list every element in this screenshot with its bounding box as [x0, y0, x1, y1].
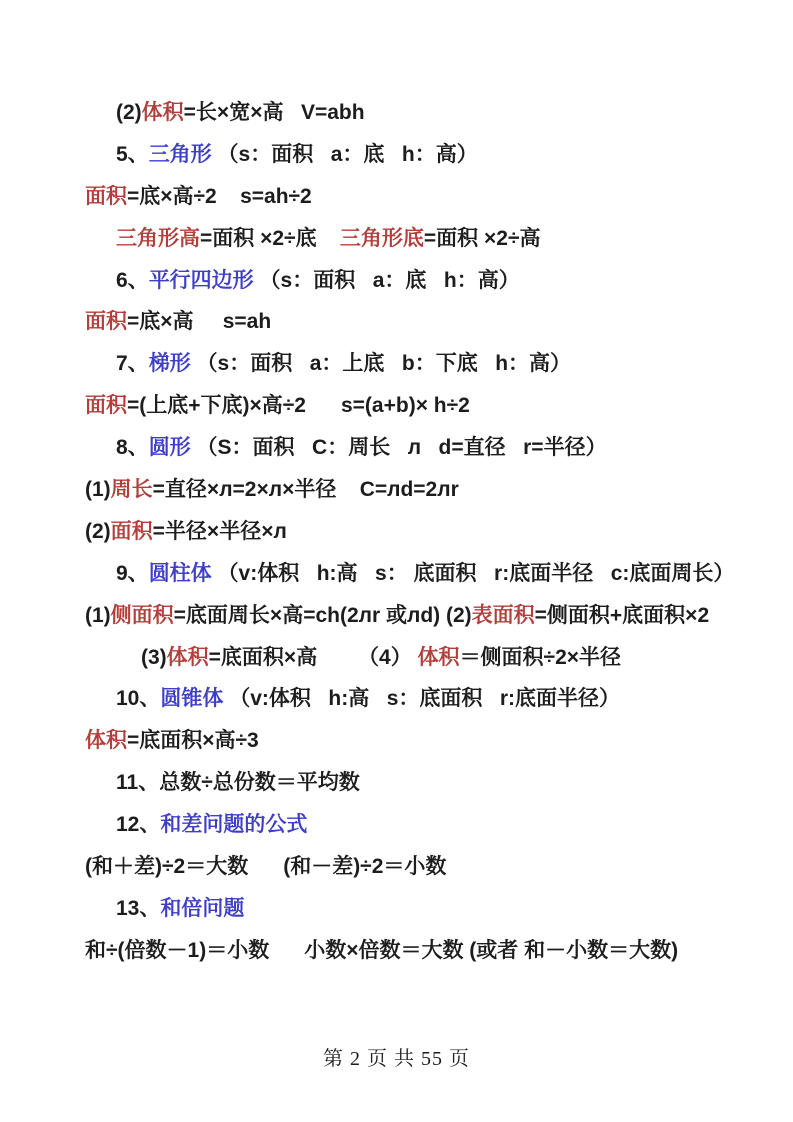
formula-line: [85, 930, 753, 972]
formula-line: [85, 427, 753, 469]
text-segment: 体积: [141, 101, 184, 124]
text-segment: （s：面积 a：底 h：高）: [211, 142, 478, 166]
text-segment: （s：面积 a：上底 b：下底 h：高）: [190, 352, 572, 376]
formula-line: [85, 134, 753, 176]
text-segment: 圆锥体: [160, 687, 224, 711]
text-segment: 13、: [116, 896, 161, 920]
formula-line: [85, 595, 753, 637]
text-segment: 体积: [166, 645, 209, 669]
text-segment: (2): [85, 519, 111, 543]
formula-line: [85, 720, 753, 762]
text-segment: =底面积×高÷3: [127, 729, 259, 753]
text-segment: (和＋差)÷2＝大数 (和－差)÷2＝小数: [85, 855, 447, 879]
formula-line: [85, 804, 753, 846]
document-body: [85, 92, 753, 972]
text-segment: （v:体积 h:高 s： 底面积 r:底面半径 c:底面周长）: [211, 561, 735, 585]
text-segment: =侧面积+底面积×2: [534, 603, 710, 627]
text-segment: (1): [85, 603, 111, 627]
formula-line: [85, 553, 753, 595]
text-segment: 5、: [116, 142, 149, 166]
text-segment: 面积: [110, 519, 153, 543]
text-segment: 平行四边形: [148, 268, 254, 292]
text-segment: 10、: [116, 687, 161, 711]
text-segment: 11、总数÷总份数＝平均数: [116, 771, 360, 795]
text-segment: （S：面积 C：周长 л d=直径 r=半径）: [190, 436, 607, 460]
text-segment: 面积: [85, 394, 127, 418]
text-segment: 面积: [85, 310, 127, 334]
text-segment: =底面积×高 （4）: [208, 645, 418, 669]
text-segment: 圆柱体: [148, 561, 212, 585]
text-segment: （v:体积 h:高 s：底面积 r:底面半径）: [223, 687, 621, 711]
text-segment: 8、: [116, 436, 149, 460]
text-segment: ＝侧面积÷2×半径: [459, 645, 622, 669]
text-segment: 6、: [116, 268, 149, 292]
text-segment: 和差问题的公式: [160, 813, 308, 837]
text-segment: （s：面积 a：底 h：高）: [253, 268, 520, 292]
text-segment: 和倍问题: [160, 896, 245, 920]
formula-line: [85, 176, 753, 218]
text-segment: 侧面积: [110, 603, 174, 627]
text-segment: 面积: [85, 184, 127, 208]
text-segment: 和÷(倍数－1)＝小数 小数×倍数＝大数 (或者 和－小数＝大数): [85, 938, 679, 962]
formula-line: [85, 762, 753, 804]
formula-line: [85, 385, 753, 427]
text-segment: (2): [116, 101, 142, 124]
text-segment: =直径×л=2×л×半径 C=лd=2лr: [152, 478, 459, 502]
formula-line: [85, 511, 753, 553]
text-segment: 圆形: [148, 436, 191, 460]
text-segment: =底×高÷2 s=ah÷2: [127, 184, 312, 208]
text-segment: 三角形: [148, 142, 212, 166]
text-segment: 9、: [116, 561, 149, 585]
formula-line: [85, 678, 753, 720]
text-segment: =(上底+下底)×高÷2 s=(a+b)× h÷2: [127, 394, 470, 418]
text-segment: =半径×半径×л: [152, 519, 287, 543]
formula-line: [85, 846, 753, 888]
text-segment: =底面周长×高=ch(2лr 或лd) (2): [173, 603, 472, 627]
page-number-footer: 第 2 页 共 55 页: [323, 1048, 470, 1070]
text-segment: 体积: [85, 729, 127, 753]
text-segment: 表面积: [471, 603, 535, 627]
formula-line: [85, 92, 753, 134]
text-segment: 周长: [110, 478, 153, 502]
formula-line: [85, 218, 753, 260]
formula-line: [85, 637, 753, 679]
text-segment: =面积 ×2÷底: [200, 226, 340, 250]
formula-line: [85, 260, 753, 302]
text-segment: =面积 ×2÷高: [423, 226, 541, 250]
formula-line: [85, 343, 753, 385]
text-segment: 三角形底: [339, 226, 424, 250]
text-segment: 体积: [417, 645, 460, 669]
text-segment: 12、: [116, 813, 161, 837]
text-segment: 三角形高: [116, 226, 200, 250]
formula-line: [85, 888, 753, 930]
text-segment: =长×宽×高 V=abh: [183, 101, 365, 124]
text-segment: 梯形: [148, 352, 191, 376]
formula-line: [85, 469, 753, 511]
formula-line: [85, 301, 753, 343]
text-segment: (3): [141, 645, 167, 669]
text-segment: =底×高 s=ah: [127, 310, 272, 334]
text-segment: (1): [85, 478, 111, 502]
text-segment: 7、: [116, 352, 149, 376]
